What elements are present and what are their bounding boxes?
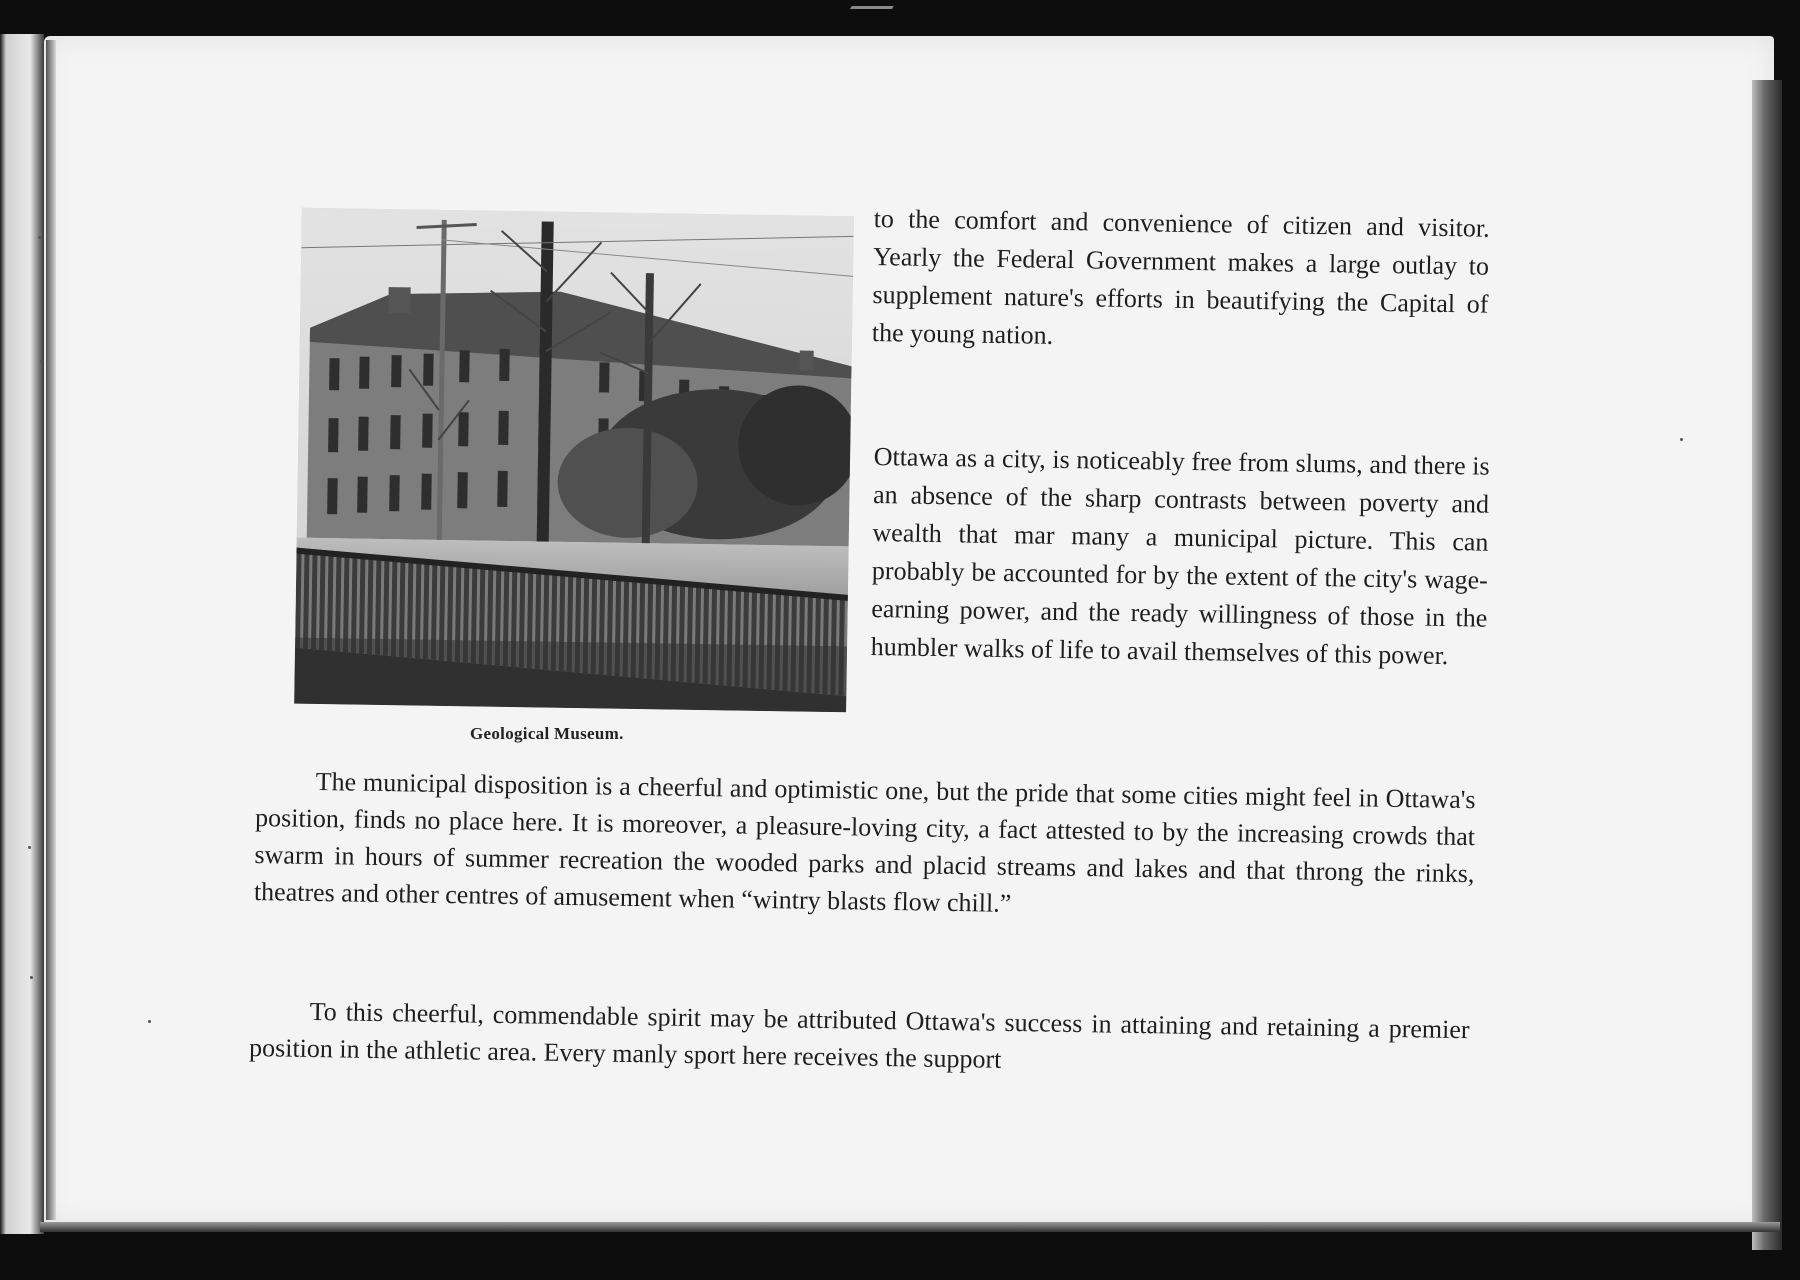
right-page-edge <box>1752 80 1782 1250</box>
geological-museum-photo <box>294 208 854 713</box>
left-page-edge <box>0 34 44 1234</box>
column-paragraph-2: Ottawa as a city, is noticeably free from slums, and there is an absence of the sharp contrasts between poverty and wealth that mar many a municipal picture. This can probably be accounted for by the extent of the city's wage-earning power, and the ready willingness of those in the humbler walks of life to avail themselves of this power. <box>870 441 1490 671</box>
top-tab-mark <box>844 6 894 19</box>
bottom-page-edge <box>40 1222 1780 1232</box>
column-paragraph-1: to the comfort and convenience of citizen and visitor. Yearly the Federal Government makes a large outlay to supplement nature's efforts in beautifying the Capital of the young nation. <box>871 203 1490 350</box>
body-paragraph-2: To this cheerful, commendable spirit may be attributed Ottawa's success in attaining and retaining a premier position in the athletic area. Every manly sport here receives the support <box>248 996 1470 1074</box>
binding-spine <box>46 40 56 1220</box>
photo-caption: Geological Museum. <box>470 724 624 743</box>
body-paragraph-1: The municipal disposition is a cheerful and optimistic one, but the pride that some cities might feel in Ottawa's position, finds no place here. It is moreover, a pleasure-loving city, a fact attested to by the increasing crowds that swarm in hours of summer recreation the wooded parks and placid streams and lakes and that throng the rinks, theatres and other centres of amusement when “wintry blasts flow chill.” <box>253 766 1476 918</box>
